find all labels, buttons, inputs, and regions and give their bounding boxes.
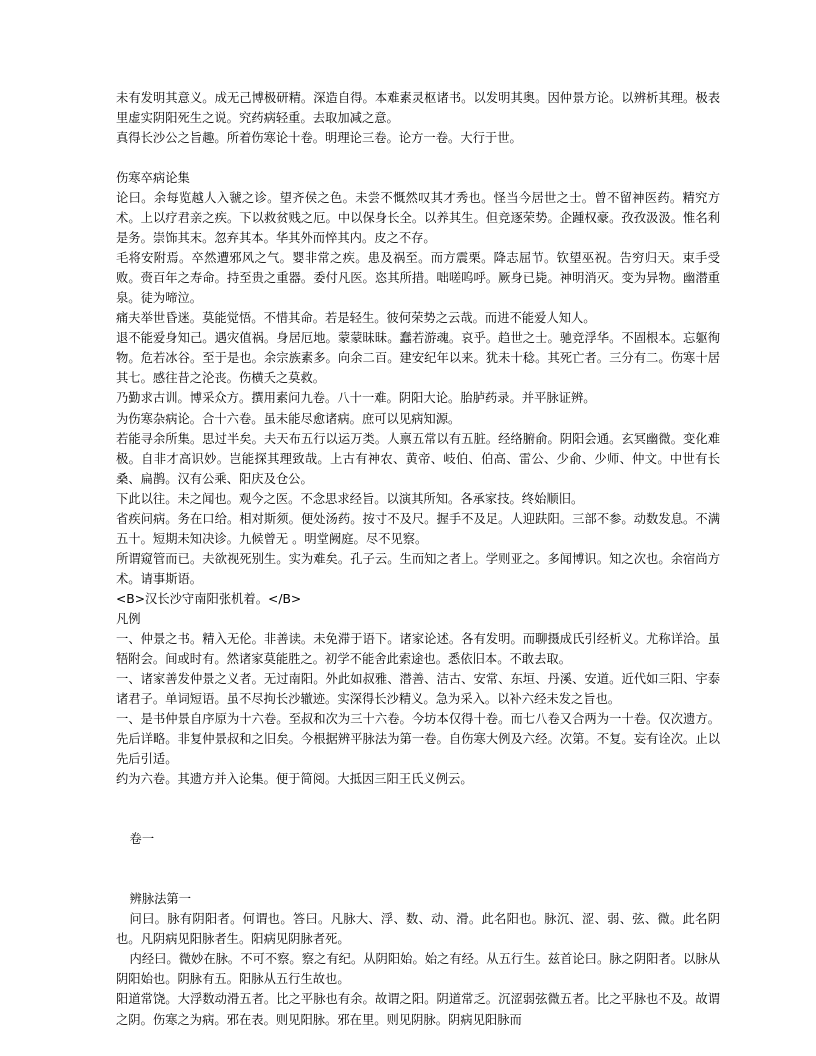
- section-heading-shanghan-zabing-lunji: 伤寒卒病论集: [116, 171, 190, 186]
- paragraph: 毛将安附焉。卒然遭邪风之气。婴非常之疾。患及祸至。而方震栗。降志屈节。钦望巫祝。告穷归天。束手受败。赍百年之寿命。持至贵之重器。委付凡医。恣其所措。咄嗟呜呼。厥身已毙。神明消灭。变为异物。幽潜重泉。徒为啼泣。: [116, 251, 720, 306]
- paragraph: 退不能爱身知己。遇灾值祸。身居厄地。蒙蒙昧昧。蠢若游魂。哀乎。趋世之士。驰竞浮华。不固根本。忘躯徇物。危若冰谷。至于是也。余宗族素多。向余二百。建安纪年以来。犹未十稔。其死亡者。三分有二。伤寒十居其七。感往昔之沦丧。伤横夭之莫救。: [116, 331, 720, 386]
- paragraph: 阳道常饶。大浮数动滑五者。比之平脉也有余。故谓之阳。阴道常乏。沉涩弱弦微五者。比之平脉也不及。故谓之阴。伤寒之为病。邪在表。则见阳脉。邪在里。则见阴脉。阴病见阳脉而: [116, 992, 720, 1027]
- paragraph: 省疾问病。务在口给。相对斯须。便处汤药。按寸不及尺。握手不及足。人迎趺阳。三部不参。动数发息。不满五十。短期未知决诊。九候曾无 。明堂阙庭。尽不见察。: [116, 511, 720, 546]
- paragraph: 论曰。余每览越人入虢之诊。望齐侯之色。未尝不慨然叹其才秀也。怪当今居世之士。曾不留神医药。精究方术。上以疗君亲之疾。下以救贫贱之厄。中以保身长全。以养其生。但竞逐荣势。企踵权豪。孜孜汲汲。惟名利是务。崇饰其末。忽弃其本。华其外而悴其内。皮之不存。: [116, 191, 720, 246]
- blank-line: [116, 148, 720, 168]
- blank-line: [116, 809, 720, 829]
- paragraph: 所谓窥管而已。夫欲视死别生。实为难矣。孔子云。生而知之者上。学则亚之。多闻博识。知之次也。余宿尚方术。请事斯语。: [116, 551, 720, 586]
- paragraph: 痛夫举世昏迷。莫能觉悟。不惜其命。若是轻生。彼何荣势之云哉。而进不能爱人知人。: [116, 311, 596, 326]
- paragraph: 一、仲景之书。精入无伦。非善读。未免滞于语下。诸家论述。各有发明。而聊摄成氏引经析义。尤称详洽。虽牾附会。间或时有。然诸家莫能胜之。初学不能舍此索途也。悉依旧本。不敢去取。: [116, 631, 720, 666]
- author-attribution: <B>汉长沙守南阳张机着。</B>: [116, 591, 302, 606]
- paragraph: 真得长沙公之旨趣。所着伤寒论十卷。明理论三卷。论方一卷。大行于世。: [116, 131, 522, 146]
- paragraph: 未有发明其意义。成无己博极研精。深造自得。本难素灵枢诸书。以发明其奥。因仲景方论。以辨析其理。极表里虚实阴阳死生之说。究药病轻重。去取加减之意。: [116, 91, 720, 126]
- paragraph: 一、诸家善发仲景之义者。无过南阳。外此如叔雅、潜善、洁古、安常、东垣、丹溪、安道。近代如三阳、宇泰诸君子。单词短语。虽不尽拘长沙辙迹。实深得长沙精义。急为采入。以补六经未发之旨也。: [116, 671, 720, 706]
- paragraph: 内经曰。微妙在脉。不可不察。察之有纪。从阴阳始。始之有经。从五行生。兹首论曰。脉之阴阳者。以脉从阴阳始也。阴脉有五。阳脉从五行生故也。: [116, 952, 720, 987]
- chapter-heading-bianmaifa-diyi: 辨脉法第一: [129, 892, 192, 907]
- paragraph: 问曰。脉有阴阳者。何谓也。答曰。凡脉大、浮、数、动、滑。此名阳也。脉沉、涩、弱、弦、微。此名阴也。凡阴病见阳脉者生。阳病见阴脉者死。: [116, 912, 720, 947]
- volume-heading-juan-yi: 卷一: [129, 832, 155, 847]
- blank-line: [116, 849, 720, 869]
- document-body: [116, 88, 720, 1030]
- paragraph: 乃勤求古训。博采众方。撰用素问九卷。八十一难。阴阳大论。胎胪药录。并平脉证辨。: [116, 391, 596, 406]
- blank-line: [116, 869, 720, 889]
- paragraph: 约为六卷。其遗方并入论集。便于简阅。大抵因三阳王氏义例云。: [116, 772, 473, 787]
- section-heading-fanli: 凡例: [116, 611, 141, 626]
- paragraph: 下此以往。未之闻也。观今之医。不念思求经旨。以演其所知。各承家技。终始顺旧。: [116, 491, 584, 506]
- paragraph: 若能寻余所集。思过半矣。夫天布五行以运万类。人禀五常以有五脏。经络腑俞。阴阳会通。玄冥幽微。变化难极。自非才高识妙。岂能探其理致哉。上古有神农、黄帝、岐伯、伯高、雷公、少俞、少师、仲文。中世有长桑、扁鹊。汉有公乘、阳庆及仓公。: [116, 431, 720, 486]
- blank-line: [116, 789, 720, 809]
- paragraph: 为伤寒杂病论。合十六卷。虽未能尽愈诸病。庶可以见病知源。: [116, 411, 461, 426]
- paragraph: 一、是书仲景自序原为十六卷。至叔和次为三十六卷。今坊本仅得十卷。而七八卷又合两为一十卷。仅次遗方。先后详略。非复仲景叔和之旧矣。今根据辨平脉法为第一卷。自伤寒大例及六经。次第。不复。妄有诠次。止以先后引适。: [116, 711, 720, 767]
